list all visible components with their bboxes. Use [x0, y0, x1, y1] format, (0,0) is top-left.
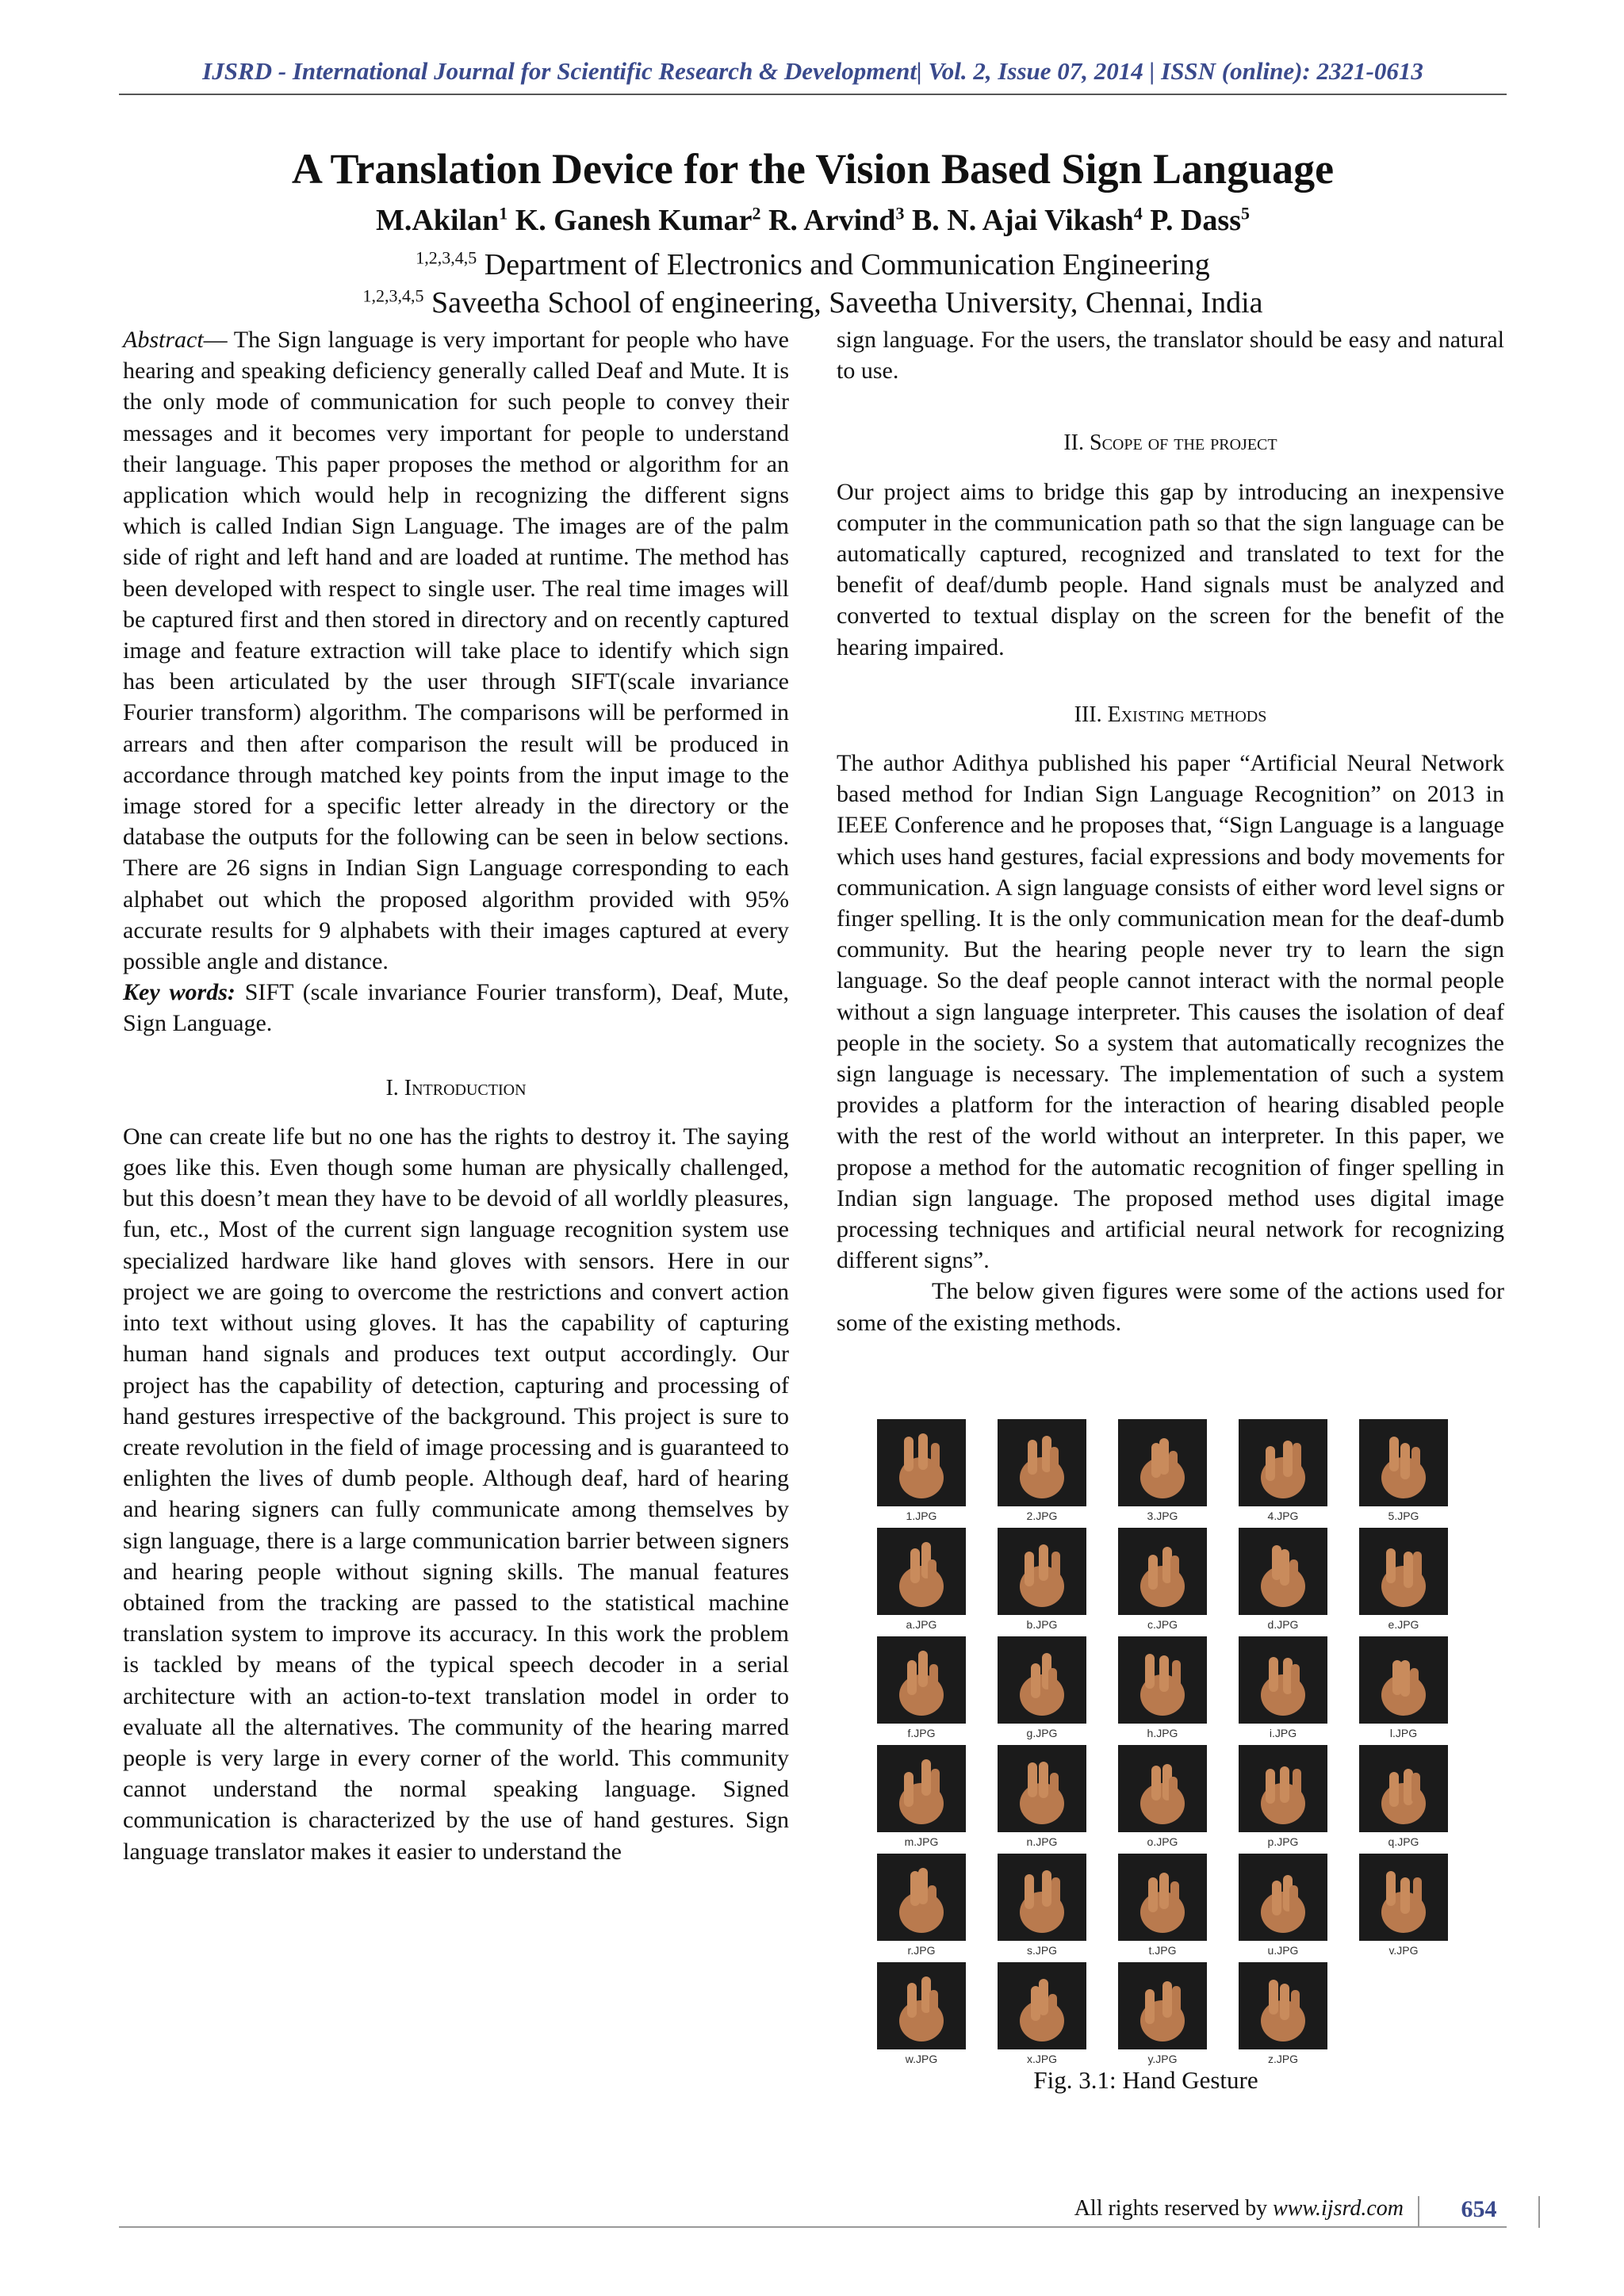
hand-gesture-image — [998, 1636, 1086, 1724]
gesture-thumbnail — [1234, 1528, 1332, 1635]
hand-gesture-image — [1118, 1745, 1207, 1832]
gesture-label: s.JPG — [1026, 1944, 1058, 1957]
author-sup: 4 — [1133, 203, 1143, 224]
hand-gesture-image — [998, 1419, 1086, 1506]
gesture-label: g.JPG — [1026, 1727, 1058, 1739]
journal-header: IJSRD - International Journal for Scientific Research & Development| Vol. 2, Issue 07, 2014 | ISSN (online): 2321-0613 — [202, 57, 1423, 85]
author-name: K. Ganesh Kumar — [515, 204, 753, 237]
section-title: Existing methods — [1107, 702, 1267, 727]
hand-gesture-image — [1359, 1636, 1448, 1724]
gesture-label: h.JPG — [1147, 1727, 1178, 1739]
hand-gesture-image — [1118, 1962, 1207, 2049]
gesture-thumbnail — [872, 1636, 971, 1743]
gesture-label: w.JPG — [905, 2053, 938, 2065]
section-number: II. — [1063, 430, 1090, 456]
gesture-label: t.JPG — [1148, 1944, 1177, 1957]
footer-rule — [119, 2226, 1507, 2228]
gesture-label: z.JPG — [1267, 2053, 1299, 2065]
gesture-thumbnail — [1354, 1745, 1453, 1852]
author-sup: 1 — [499, 203, 508, 224]
hand-gesture-image — [1359, 1745, 1448, 1832]
gesture-label: x.JPG — [1026, 2053, 1058, 2065]
author-name: R. Arvind — [768, 204, 896, 237]
hand-gesture-image — [877, 1962, 966, 2049]
gesture-label: n.JPG — [1026, 1835, 1058, 1848]
affiliation-sup: 1,2,3,4,5 — [416, 247, 477, 268]
gesture-thumbnail — [1234, 1962, 1332, 2069]
gesture-thumbnail — [993, 1419, 1091, 1526]
section-heading-introduction — [123, 1073, 789, 1104]
section-heading-existing-methods — [837, 699, 1504, 730]
gesture-thumbnail — [1354, 1419, 1453, 1526]
header-rule — [119, 94, 1507, 95]
gesture-thumbnail — [993, 1636, 1091, 1743]
gesture-label: r.JPG — [907, 1944, 936, 1957]
author-name: M.Akilan — [376, 204, 500, 237]
hand-gesture-image — [1239, 1962, 1327, 2049]
right-column — [837, 324, 1504, 1338]
gesture-thumbnail — [993, 1962, 1091, 2069]
keywords-paragraph — [123, 977, 789, 1039]
scope-paragraph: Our project aims to bridge this gap by introducing an inexpensive computer in the communication path so that the sign language can be automatically captured, recognized and translated to text for the benefit of deaf/dumb people. Hand signals must be analyzed and converted to textual display on the screen for the benefit of the hearing impaired. — [837, 478, 1504, 660]
gesture-label: c.JPG — [1147, 1618, 1178, 1631]
paper-title: A Translation Device for the Vision Based Sign Language — [291, 145, 1335, 193]
keywords-label: Key words: — [123, 979, 236, 1006]
gesture-thumbnail — [1113, 1745, 1212, 1852]
hand-gesture-image — [1118, 1854, 1207, 1941]
gesture-thumbnail — [1234, 1854, 1332, 1961]
section-heading-scope — [837, 427, 1504, 458]
hand-gesture-image — [877, 1854, 966, 1941]
hand-gesture-image — [1239, 1854, 1327, 1941]
gesture-thumbnail — [1234, 1419, 1332, 1526]
gesture-thumbnail — [993, 1854, 1091, 1961]
gesture-label: 3.JPG — [1147, 1510, 1178, 1522]
existing-methods-paragraph: The author Adithya published his paper “Artificial Neural Network based method for Indian Sign Language Recognition” on 2013 in IEEE Conference and he proposes that, “Sign Language is a language which uses hand gestures, facial expressions and body movements for communication. A sign language consists of either word level signs or finger spelling. It is the only communication mean for the deaf-dumb community. But the hearing people never try to learn the sign language. So the deaf people cannot interact with the normal people without a sign language interpreter. This causes the isolation of deaf people in the society. So a system that automatically recognizes the sign language is necessary. The implementation of such a system provides a platform for the interaction of hearing disabled people with the rest of the world without an interpreter. In this paper, we propose a method for the automatic recognition of finger spelling in Indian sign language. The proposed method uses digital image processing techniques and artificial neural network for recognizing different signs”. — [837, 750, 1504, 1274]
abstract-paragraph — [123, 324, 789, 977]
gesture-label: u.JPG — [1267, 1944, 1299, 1957]
author-sup: 2 — [752, 203, 761, 224]
gesture-label: 1.JPG — [906, 1510, 937, 1522]
abstract-text: The Sign language is very important for people who have hearing and speaking deficiency generally called Deaf and Mute. It is the only mode of communication for such people to convey their messages and it becomes very important for people to understand their language. This paper proposes the method or algorithm for an application which would help in recognizing the different signs which is called Indian Sign Language. The images are of the palm side of right and left hand and are loaded at runtime. The method has been developed with respect to single user. The real time images will be captured first and then stored in directory and on recently captured image and feature extraction will take place to identify which sign has been articulated by the user through SIFT(scale invariance Fourier transform) algorithm. The comparisons will be performed in arrears and then after comparison the result will be produced in accordance through matched key points from the input image to the image stored for a specific letter already in the directory or the database the outputs for the following can be seen in below sections. There are 26 signs in Indian Sign Language corresponding to each alphabet out which the proposed algorithm provided with 95% accurate results for 9 alphabets with their images captured at every possible angle and distance. — [123, 327, 789, 975]
gesture-thumbnail — [1113, 1636, 1212, 1743]
hand-gesture-image — [877, 1419, 966, 1506]
affiliation-text: Saveetha School of engineering, Saveetha University, Chennai, India — [431, 286, 1263, 320]
gesture-label: a.JPG — [906, 1618, 937, 1631]
author-sup: 5 — [1241, 203, 1250, 224]
gesture-thumbnail — [1354, 1528, 1453, 1635]
gesture-thumbnail — [1113, 1419, 1212, 1526]
hand-gesture-image — [998, 1528, 1086, 1615]
gesture-thumbnail — [1354, 1636, 1453, 1743]
gesture-label: o.JPG — [1147, 1835, 1178, 1848]
author-name: B. N. Ajai Vikash — [911, 204, 1134, 237]
gesture-label: 4.JPG — [1267, 1510, 1299, 1522]
footer-url-link[interactable]: www.ijsrd.com — [1273, 2196, 1404, 2221]
gesture-label: m.JPG — [904, 1835, 939, 1848]
affiliation-text: Department of Electronics and Communication Engineering — [484, 248, 1210, 281]
footer-rights-text: All rights reserved by — [1074, 2196, 1274, 2221]
hand-gesture-image — [1239, 1636, 1327, 1724]
keywords-text: SIFT (scale invariance Fourier transform), Deaf, Mute, Sign Language. — [123, 979, 789, 1037]
section-title: Scope of the project — [1090, 430, 1277, 456]
introduction-continued: sign language. For the users, the translator should be easy and natural to use. — [837, 327, 1504, 385]
existing-methods-paragraph-2: The below given figures were some of the actions used for some of the existing methods. — [837, 1278, 1504, 1336]
section-number: III. — [1074, 702, 1108, 727]
gesture-label: v.JPG — [1388, 1944, 1419, 1957]
hand-gesture-image — [877, 1745, 966, 1832]
hand-gesture-image — [877, 1528, 966, 1615]
gesture-thumbnail — [872, 1528, 971, 1635]
affiliation-department — [119, 247, 1507, 282]
gesture-label: i.JPG — [1269, 1727, 1297, 1739]
hand-gesture-image — [998, 1745, 1086, 1832]
page-number: 654 — [1418, 2196, 1540, 2228]
gesture-thumbnail — [1234, 1745, 1332, 1852]
hand-gesture-image — [1118, 1636, 1207, 1724]
section-number: I. — [385, 1075, 404, 1100]
author-sup: 3 — [895, 203, 905, 224]
gesture-thumbnail — [1113, 1962, 1212, 2069]
gesture-label: b.JPG — [1026, 1618, 1058, 1631]
gesture-thumbnail — [1113, 1854, 1212, 1961]
hand-gesture-image — [1239, 1419, 1327, 1506]
gesture-label: d.JPG — [1267, 1618, 1299, 1631]
gesture-thumbnail — [993, 1528, 1091, 1635]
hand-gesture-image — [998, 1962, 1086, 2049]
gesture-label: p.JPG — [1267, 1835, 1299, 1848]
abstract-dash: — — [203, 327, 234, 353]
hand-gesture-figure — [872, 1419, 1475, 2065]
gesture-label: l.JPG — [1389, 1727, 1418, 1739]
introduction-paragraph: One can create life but no one has the rights to destroy it. The saying goes like this. Even though some human are physically challenged, but this doesn’t mean they have to be devoid of all worldly pleasures, fun, etc., Most of the current sign language recognition system use specialized hardware like hand gloves with sensors. Here in our project we are going to overcome the restrictions and convert action into text without using gloves. It has the capability of capturing human hand signals and produces text output accordingly. Our project has the capability of detection, capturing and processing of hand gestures irrespective of the background. This project is sure to create revolution in the field of image processing and is guaranteed to enlighten the lives of dumb people. Although deaf, hard of hearing and hearing signers can fully communicate among themselves by sign language, there is a large communication barrier between signers and hearing people without signing skills. The manual features obtained from the tracking are passed to the statistical machine translation system to improve its accuracy. In this work the problem is tackled by means of the typical speech decoder in a serial architecture with an action-to-text translation model in order to evaluate all the alternatives. The community of the hearing marred people is very large in every corner of the world. This community cannot understand the normal speaking language. Signed communication is characterized by the use of hand gestures. Sign language translator makes it easier to understand the — [123, 1123, 789, 1865]
hand-gesture-image — [1239, 1528, 1327, 1615]
gesture-thumbnail — [1234, 1636, 1332, 1743]
hand-gesture-image — [1359, 1419, 1448, 1506]
gesture-thumbnail — [1113, 1528, 1212, 1635]
section-title: Introduction — [404, 1075, 527, 1100]
gesture-label: 5.JPG — [1388, 1510, 1419, 1522]
left-column — [123, 324, 789, 1867]
gesture-label: f.JPG — [907, 1727, 936, 1739]
footer-rights — [1031, 2196, 1404, 2221]
hand-gesture-image — [1359, 1528, 1448, 1615]
hand-gesture-image — [1118, 1419, 1207, 1506]
gesture-label: q.JPG — [1388, 1835, 1419, 1848]
gesture-label: e.JPG — [1388, 1618, 1419, 1631]
gesture-label: y.JPG — [1147, 2053, 1178, 2065]
hand-gesture-image — [1359, 1854, 1448, 1941]
gesture-thumbnail — [872, 1854, 971, 1961]
hand-gesture-image — [877, 1636, 966, 1724]
hand-gesture-image — [1118, 1528, 1207, 1615]
hand-gesture-image — [998, 1854, 1086, 1941]
gesture-thumbnail — [993, 1745, 1091, 1852]
abstract-label: Abstract — [123, 327, 204, 353]
author-name: P. Dass — [1150, 204, 1241, 237]
gesture-thumbnail — [872, 1419, 971, 1526]
gesture-label: 2.JPG — [1026, 1510, 1058, 1522]
affiliation-university — [119, 285, 1507, 320]
gesture-thumbnail — [872, 1745, 971, 1852]
gesture-thumbnail — [872, 1962, 971, 2069]
affiliation-sup: 1,2,3,4,5 — [362, 285, 424, 306]
gesture-thumbnail — [1354, 1854, 1453, 1961]
hand-gesture-image — [1239, 1745, 1327, 1832]
figure-caption: Fig. 3.1: Hand Gesture — [1033, 2066, 1258, 2094]
author-list — [119, 203, 1507, 238]
